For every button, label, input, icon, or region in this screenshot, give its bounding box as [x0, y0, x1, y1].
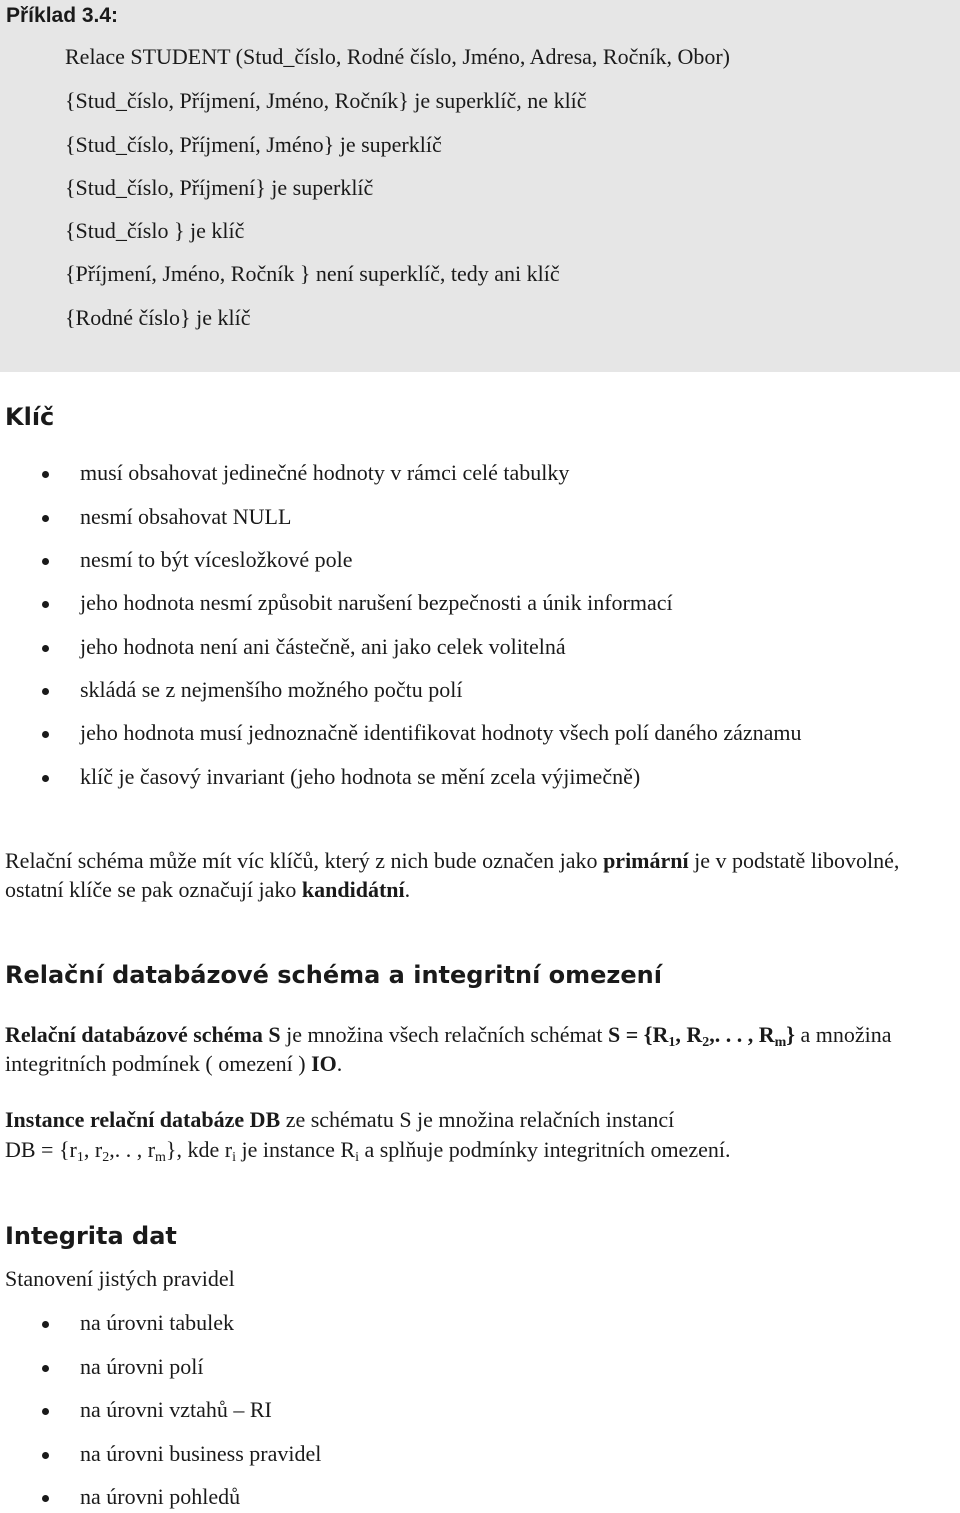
integrity-heading: Integrita dat: [5, 1222, 177, 1250]
example-line: Relace STUDENT (Stud_číslo, Rodné číslo, Jméno, Adresa, Ročník, Obor): [65, 44, 730, 69]
bullet-icon: [42, 471, 49, 478]
bullet-icon: [42, 558, 49, 565]
bullet-icon: [42, 645, 49, 652]
list-item-text: na úrovni vztahů – RI: [80, 1397, 272, 1422]
example-line: {Stud_číslo, Příjmení} je superklíč: [65, 175, 374, 200]
list-item-text: na úrovni polí: [80, 1354, 204, 1379]
list-item-text: na úrovni tabulek: [80, 1310, 234, 1335]
db-instance-formula: DB = {$r_1$, $r_2$,. . , $r_m$}, kde $r_i$ je instance $R_i$ a splňuje podmínky integritních omezení.: [5, 1137, 731, 1165]
schema-paragraph: Relační schéma může mít víc klíčů, který z nich bude označen jako primární je v podstatě libovolné, ostatní klíče se pak označují jako kandidátní.: [5, 848, 900, 902]
bullet-icon: [42, 515, 49, 522]
list-item-text: nesmí to být vícesložkové pole: [80, 547, 353, 572]
list-item-text: na úrovni business pravidel: [80, 1441, 322, 1466]
list-item-text: jeho hodnota není ani částečně, ani jako celek volitelná: [80, 634, 566, 659]
bullet-icon: [42, 1408, 49, 1415]
example-line: {Rodné číslo} je klíč: [65, 305, 251, 330]
example-box: [0, 0, 960, 372]
bullet-icon: [42, 1321, 49, 1328]
example-line: {Příjmení, Jméno, Ročník } není superklíč, tedy ani klíč: [65, 261, 560, 286]
bullet-icon: [42, 775, 49, 782]
db-instance-definition: Instance relační databáze DB ze schématu S je množina relačních instancí: [5, 1107, 675, 1132]
list-item-text: skládá se z nejmenšího možného počtu polí: [80, 677, 463, 702]
bullet-icon: [42, 1452, 49, 1459]
example-line: {Stud_číslo, Příjmení, Jméno, Ročník} je superklíč, ne klíč: [65, 88, 587, 113]
bullet-icon: [42, 1365, 49, 1372]
bullet-icon: [42, 601, 49, 608]
db-schema-heading: Relační databázové schéma a integritní omezení: [5, 961, 662, 989]
bullet-icon: [42, 731, 49, 738]
db-schema-definition: Relační databázové schéma S je množina všech relačních schémat $S = \{R_1$, $R_2$,. . . , $R_m$} a množina integritních podmínek ( omezení ) IO.: [5, 1022, 892, 1076]
example-title: Příklad 3.4:: [6, 4, 119, 27]
bullet-icon: [42, 688, 49, 695]
example-line: {Stud_číslo } je klíč: [65, 218, 245, 243]
list-item-text: musí obsahovat jedinečné hodnoty v rámci celé tabulky: [80, 460, 570, 485]
list-item-text: klíč je časový invariant (jeho hodnota se mění zcela výjimečně): [80, 764, 641, 789]
list-item-text: na úrovni pohledů: [80, 1484, 241, 1509]
key-heading: Klíč: [5, 403, 55, 431]
example-line: {Stud_číslo, Příjmení, Jméno} je superklíč: [65, 132, 442, 157]
integrity-intro: Stanovení jistých pravidel: [5, 1266, 235, 1291]
list-item-text: jeho hodnota musí jednoznačně identifikovat hodnoty všech polí daného záznamu: [80, 720, 802, 745]
bullet-icon: [42, 1495, 49, 1502]
list-item-text: nesmí obsahovat NULL: [80, 504, 292, 529]
list-item-text: jeho hodnota nesmí způsobit narušení bezpečnosti a únik informací: [80, 590, 673, 615]
